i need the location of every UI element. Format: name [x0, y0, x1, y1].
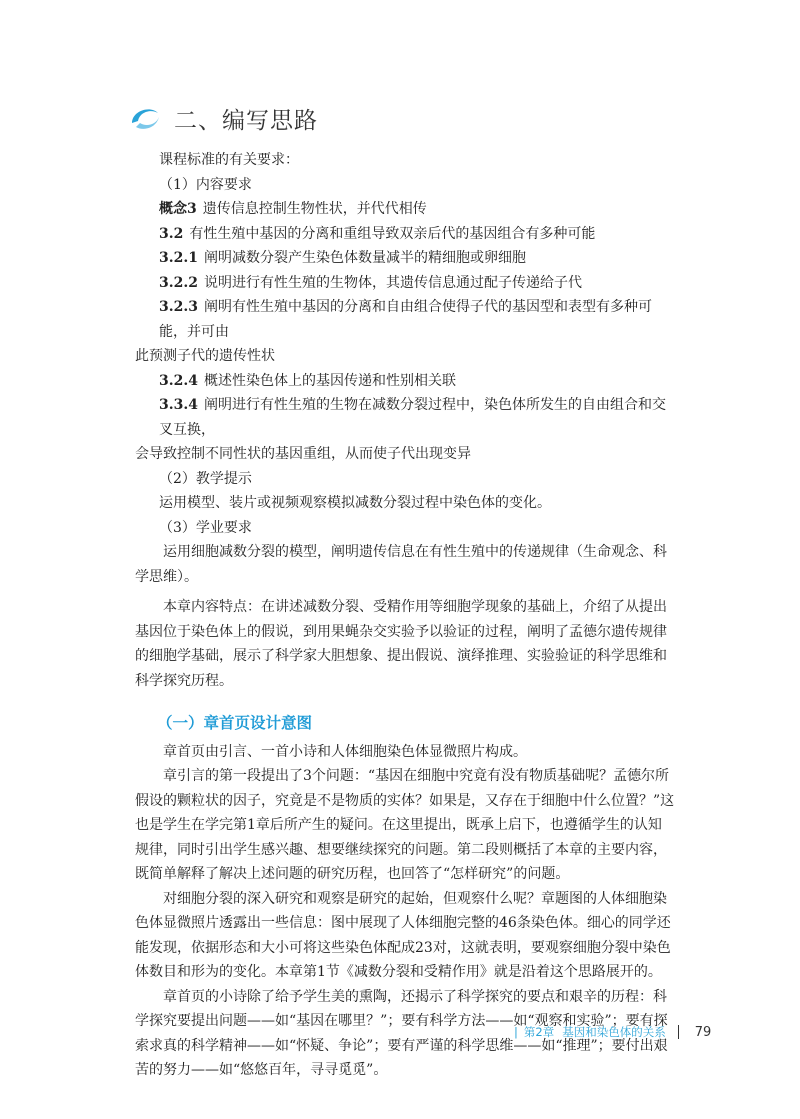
standard-text: 概述性染色体上的基因传递和性别相关联 — [203, 372, 456, 389]
paragraph: 章引言的第一段提出了3个问题：“基因在细胞中究竟有没有物质基础呢？孟德尔所假设的颗粒状的因子，究竟是不是物质的实体？如果是，又存在于细胞中什么位置？”这也是学生在学完第1章后所产生的疑问。在这里提出，既承上启下，也遵循学生的认知规律，同时引出学生感兴趣、想要继续探究的问题。第二段则概括了本章的主要内容，既简单解释了解决上述问题的研究历程，也回答了“怎样研究”的问题。 — [135, 768, 675, 882]
page-footer — [508, 1024, 730, 1040]
academic-requirement-text: 运用细胞减数分裂的模型，阐明遗传信息在有性生殖中的传递规律（生命观念、科学思维）。 — [135, 544, 667, 585]
standard-code: 3.3.4 — [159, 397, 198, 413]
concept-code: 概念3 — [159, 201, 197, 217]
standard-text: 说明进行有性生殖的生物体，其遗传信息通过配子传递给子代 — [203, 274, 582, 291]
footer-separator — [678, 1025, 679, 1039]
section-heading — [128, 100, 318, 136]
standard-3-2 — [135, 222, 675, 247]
content-requirement-label: （1）内容要求 — [159, 176, 252, 193]
concept-text: 遗传信息控制生物性状，并代代相传 — [202, 201, 427, 217]
subsection-title: （一）章首页设计意图 — [157, 713, 313, 732]
standard-3-2-3 — [135, 295, 675, 344]
standard-3-2-2 — [135, 271, 675, 296]
chapter-features: 本章内容特点：在讲述减数分裂、受精作用等细胞学现象的基础上，介绍了从提出基因位于染色体上的假说，到用果蝇杂交实验予以验证的过程，阐明了孟德尔遗传规律的细胞学基础，展示了科学家大胆想象、提出假说、演绎推理、实验验证的科学思维和科学探究历程。 — [135, 599, 667, 689]
standard-code: 3.2.2 — [159, 274, 198, 291]
footer-chapter: 第2章 — [523, 1025, 555, 1039]
standard-3-2-1 — [135, 246, 675, 271]
intro-line: 课程标准的有关要求： — [159, 152, 299, 168]
standard-3-3-4-cont: 会导致控制不同性状的基因重组，从而使子代出现变异 — [135, 446, 471, 462]
standard-code: 3.2.4 — [159, 372, 198, 389]
standard-code: 3.2.3 — [159, 299, 198, 315]
standard-3-3-4 — [135, 393, 675, 442]
standard-code: 3.2 — [159, 225, 184, 242]
swirl-icon — [128, 103, 162, 133]
concept-line — [135, 197, 675, 222]
standard-text: 有性生殖中基因的分离和重组导致双亲后代的基因组合有多种可能 — [189, 225, 596, 242]
teaching-tip-text: 运用模型、装片或视频观察模拟减数分裂过程中染色体的变化。 — [159, 495, 551, 511]
standard-3-2-4 — [135, 369, 675, 394]
paragraph: 对细胞分裂的深入研究和观察是研究的起始，但观察什么呢？章题图的人体细胞染色体显微照片透露出一些信息：图中展现了人体细胞完整的46条染色体。细心的同学还能发现，依据形态和大小可将这些染色体配成23对，这就表明，要观察细胞分裂中染色体数目和形为的变化。本章第1节《减数分裂和受精作用》就是沿着这个思路展开的。 — [135, 890, 671, 980]
footer-chapter-title: 基因和染色体的关系 — [562, 1025, 666, 1039]
paragraph: 章首页由引言、一首小诗和人体细胞染色体显微照片构成。 — [163, 743, 527, 760]
paragraph: 章首页的小诗除了给予学生美的熏陶，还揭示了科学探究的要点和艰辛的历程：科学探究要提出问题——如“基因在哪里？”；要有科学方法——如“观察和实验”；要有探索求真的科学精神——如“怀疑、争论”；要有严谨的科学思维——如“推理”；要付出艰苦的努力——如“悠悠百年，寻寻觅觅”。 — [135, 988, 668, 1078]
section-title: 二、编写思路 — [174, 107, 318, 134]
page-number: 79 — [694, 1024, 712, 1040]
body-text — [135, 148, 675, 1083]
standard-text: 阐明进行有性生殖的生物在减数分裂过程中，染色体所发生的自由组合和交叉互换， — [159, 397, 666, 438]
standard-text: 阐明有性生殖中基因的分离和自由组合使得子代的基因型和表型有多种可能，并可由 — [159, 299, 652, 340]
standard-code: 3.2.1 — [159, 250, 198, 266]
standard-text: 阐明减数分裂产生染色体数量减半的精细胞或卵细胞 — [203, 250, 526, 266]
teaching-tip-label: （2）教学提示 — [159, 470, 252, 487]
academic-requirement-label: （3）学业要求 — [159, 519, 252, 536]
footer-divider: | — [514, 1025, 518, 1039]
standard-3-2-3-cont: 此预测子代的遗传性状 — [135, 348, 275, 364]
